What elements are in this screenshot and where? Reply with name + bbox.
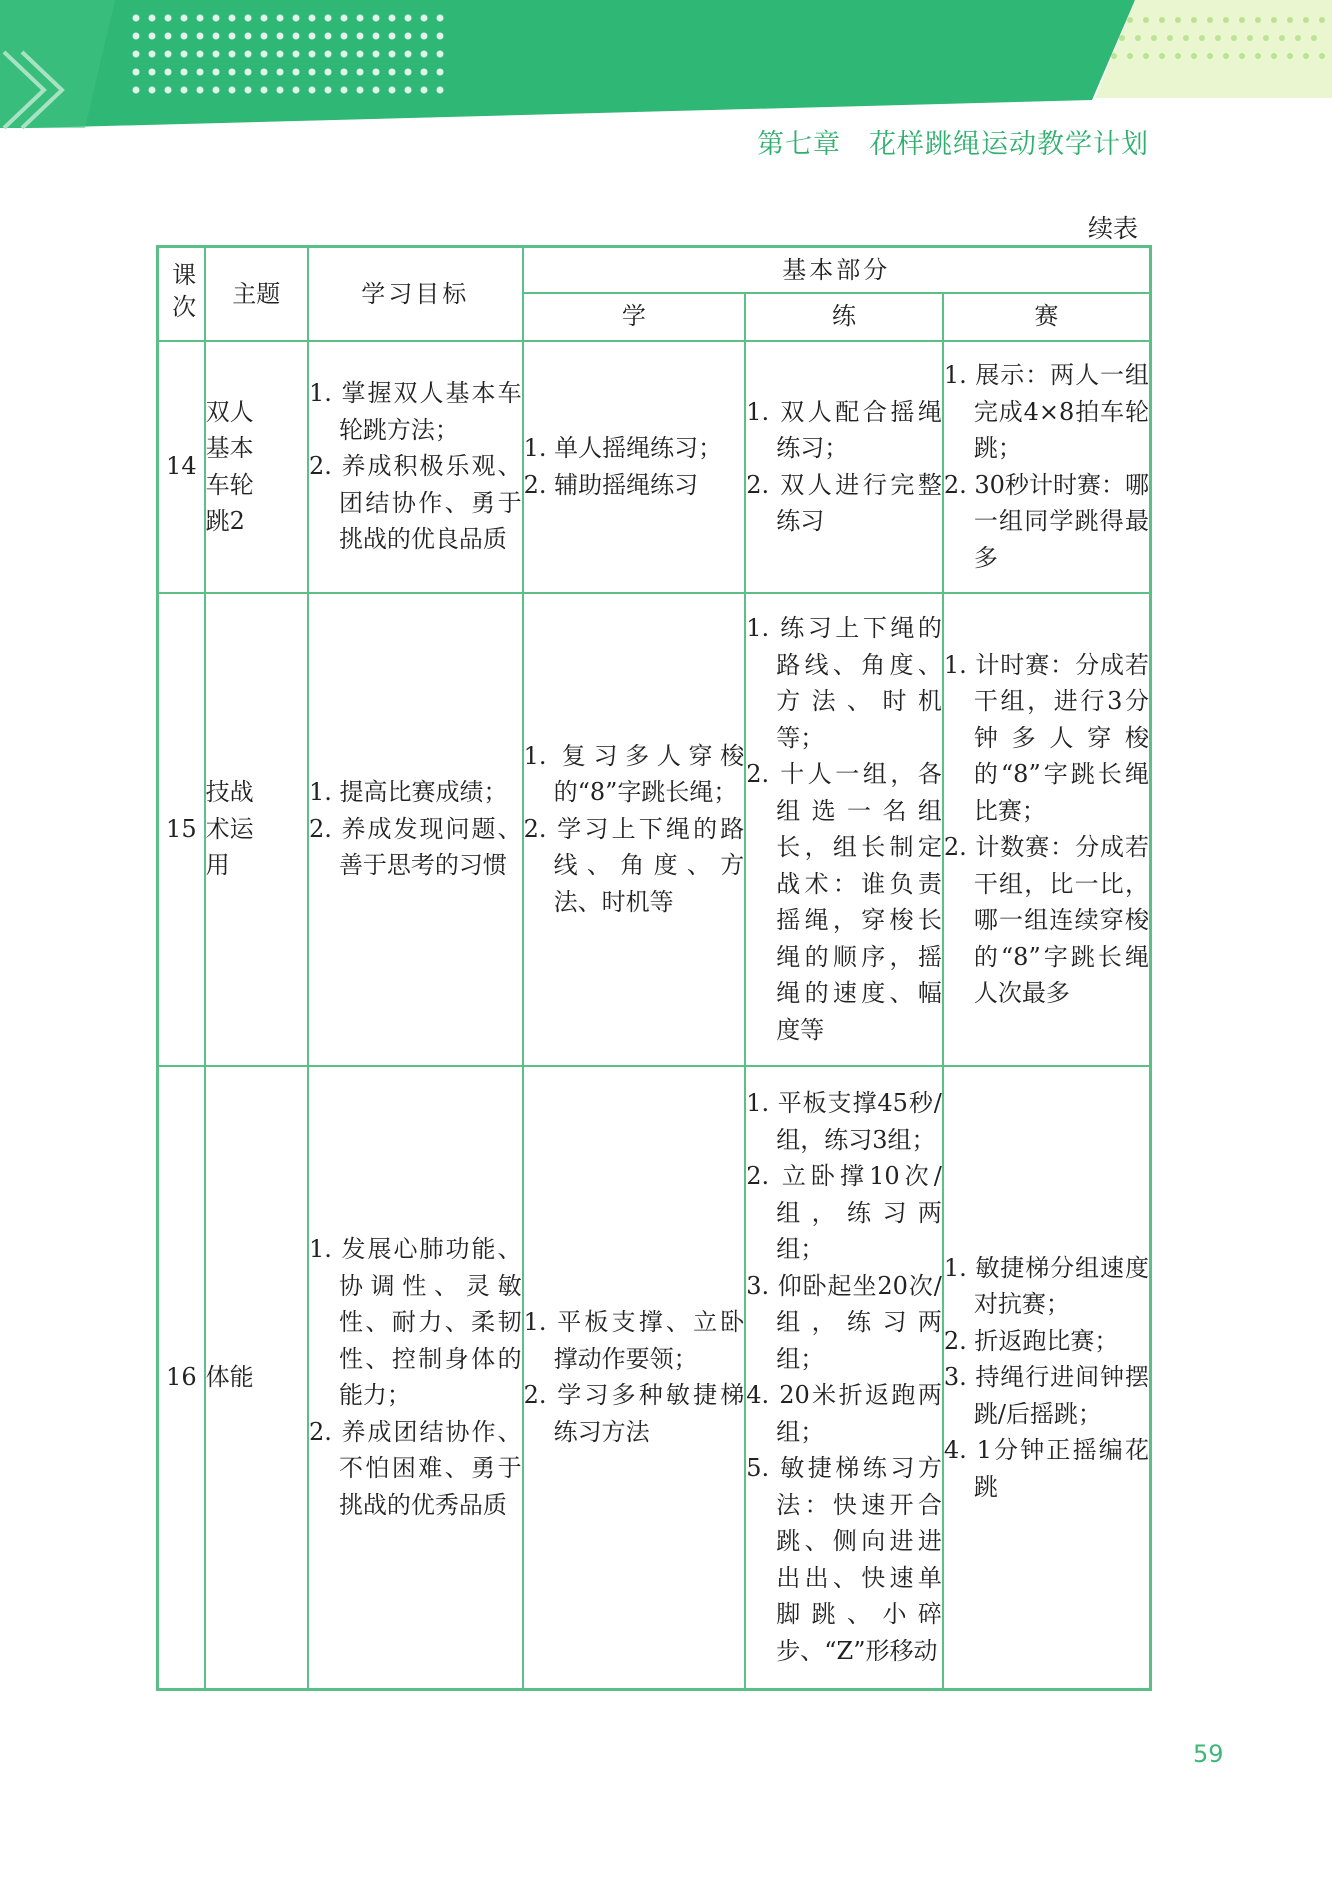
list-item: 1. 计时赛：分成若干组，进行3分钟多人穿梭的“8”字跳长绳比赛；: [943, 650, 1149, 825]
lesson-number: 14: [158, 341, 205, 593]
list-item: 5. 敏捷梯练习方法：快速开合跳、侧向进进出出、快速单脚跳、小碎步、“Z”形移动: [746, 1454, 942, 1665]
list-item: 1. 展示：两人一组完成4×8拍车轮跳；: [943, 361, 1149, 462]
list-item: 3. 仰卧起坐20次/组，练习两组；: [746, 1271, 942, 1373]
lesson-theme: [205, 593, 308, 1066]
learn-cell: [523, 1066, 746, 1690]
list-item: 3. 持绳行进间钟摆跳/后摇跳；: [943, 1363, 1149, 1428]
header-learn: 学: [523, 293, 746, 341]
table-row: [158, 1066, 1151, 1690]
theme-text: 体能: [205, 1363, 254, 1391]
header-goal: 学习目标: [308, 247, 523, 341]
goals-cell: [308, 1066, 523, 1690]
practice-cell: [745, 341, 943, 593]
goals-cell: [308, 341, 523, 593]
list-item: 1. 掌握双人基本车轮跳方法；: [308, 379, 522, 444]
list-item: 1. 平板支撑、立卧撑动作要领；: [523, 1308, 745, 1373]
list-item: 2. 养成团结协作、不怕困难、勇于挑战的优秀品质: [308, 1417, 522, 1519]
header-practice: 练: [745, 293, 943, 341]
list-item: 2. 养成发现问题、善于思考的习惯: [308, 814, 522, 880]
list-item: 2. 计数赛：分成若干组，比一比，哪一组连续穿梭的“8”字跳长绳人次最多: [943, 833, 1149, 1007]
list-item: 1. 提高比赛成绩；: [308, 778, 508, 807]
list-item: 2. 立卧撑10次/组，练习两组；: [746, 1162, 942, 1264]
practice-cell: [745, 593, 943, 1066]
header-lesson: 课次: [158, 247, 205, 341]
list-item: 1. 敏捷梯分组速度对抗赛；: [943, 1253, 1149, 1318]
list-item: 1. 发展心肺功能、协调性、灵敏性、耐力、柔韧性、控制身体的能力；: [308, 1235, 522, 1410]
list-item: 2. 折返跑比赛；: [943, 1326, 1119, 1355]
compete-cell: [943, 1066, 1151, 1690]
list-item: 1. 平板支撑45秒/组，练习3组；: [746, 1089, 942, 1154]
compete-cell: [943, 341, 1151, 593]
theme-text: 技战术运用: [205, 778, 254, 880]
practice-cell: [745, 1066, 943, 1690]
list-item: 4. 1分钟正摇编花跳: [943, 1436, 1149, 1501]
lesson-theme: [205, 1066, 308, 1690]
goals-cell: [308, 593, 523, 1066]
header-basic-part: 基本部分: [523, 247, 1151, 293]
lesson-plan-table: [156, 245, 1152, 1691]
lesson-theme: [205, 341, 308, 593]
list-item: 4. 20米折返跑两组；: [746, 1381, 942, 1446]
list-item: 2. 辅助摇绳练习: [523, 470, 699, 499]
list-item: 2. 学习多种敏捷梯练习方法: [523, 1381, 745, 1446]
list-item: 2. 养成积极乐观、团结协作、勇于挑战的优良品质: [308, 452, 522, 554]
header-compete: 赛: [943, 293, 1151, 341]
chapter-label: 第七章: [757, 129, 841, 160]
learn-cell: [523, 341, 746, 593]
header-theme: 主题: [205, 247, 308, 341]
compete-cell: [943, 593, 1151, 1066]
list-item: 2. 学习上下绳的路线、角度、方法、时机等: [523, 814, 745, 916]
continued-label: 续表: [1087, 214, 1138, 243]
page-number: 59: [1193, 1740, 1224, 1768]
chapter-heading: [757, 122, 1149, 161]
theme-text: 双人基本车轮跳2: [205, 397, 254, 535]
list-item: 1. 双人配合摇绳练习；: [746, 397, 942, 462]
list-item: 1. 单人摇绳练习；: [523, 434, 723, 462]
list-item: 2. 30秒计时赛：哪一组同学跳得最多: [943, 470, 1149, 572]
chapter-title: 花样跳绳运动教学计划: [869, 129, 1149, 160]
learn-cell: [523, 593, 746, 1066]
table-row: [158, 341, 1151, 593]
table-row: [158, 593, 1151, 1066]
lesson-number: 15: [158, 593, 205, 1066]
header-banner: [0, 0, 1332, 135]
list-item: 1. 练习上下绳的路线、角度、方法、时机等；: [746, 614, 942, 752]
list-item: 2. 十人一组，各组选一名组长，组长制定战术：谁负责摇绳，穿梭长绳的顺序，摇绳的速度、幅度等: [746, 760, 942, 1044]
list-item: 1. 复习多人穿梭的“8”字跳长绳；: [523, 741, 745, 807]
list-item: 2. 双人进行完整练习: [746, 470, 942, 535]
lesson-number: 16: [158, 1066, 205, 1690]
